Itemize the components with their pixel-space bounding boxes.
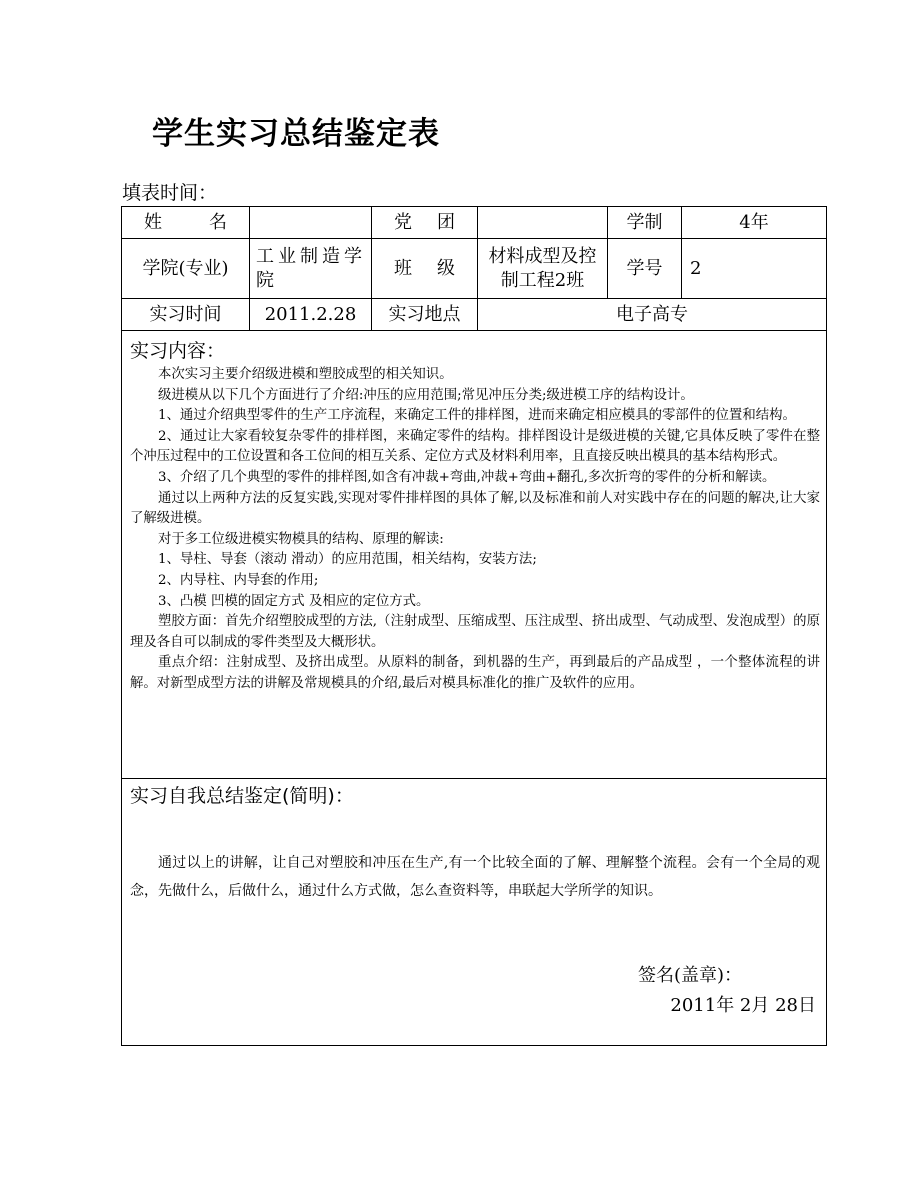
signature-date: 2011年 2月 28日 [670,995,816,1016]
party-label: 党 团 [372,207,478,239]
content-paragraph: 1、通过介绍典型零件的生产工序流程，来确定工件的排样图，进而来确定相应模具的零部件的位置和结构。 [158,408,796,424]
content-paragraph: 1、导柱、导套（滚动 滑动）的应用范围，相关结构，安装方法; [158,552,537,568]
student-no-label: 学号 [608,239,682,299]
appraisal-form [121,206,827,1046]
college-value: 工业制造学院 [250,239,372,299]
content-paragraph: 级进模从以下几个方面进行了介绍:冲压的应用范围;常见冲压分类;级进模工序的结构设计。 [158,387,694,403]
college-label: 学院(专业) [122,239,250,299]
schooling-label: 学制 [608,207,682,239]
content-paragraph: 对于多工位级进模实物模具的结构、原理的解读: [158,531,444,547]
class-value: 材料成型及控制工程2班 [478,239,608,299]
content-paragraph: 3、凸模 凹模的固定方式 及相应的定位方式。 [158,593,430,609]
page-title: 学生实习总结鉴定表 [152,116,440,152]
content-paragraph: 本次实习主要介绍级进模和塑胶成型的相关知识。 [158,367,453,382]
fill-time-label: 填表时间： [122,182,218,204]
internship-time-label: 实习时间 [122,299,250,331]
summary-text: 通过以上的讲解，让自己对塑胶和冲压在生产,有一个比较全面的了解、理解整个流程。会有一个全局的观念，先做什么，后做什么，通过什么方式做，怎么查资料等，串联起大学所学的知识。 [130,855,820,899]
internship-place-value: 电子高专 [478,299,826,331]
content-heading: 实习内容： [130,340,226,362]
internship-time-value: 2011.2.28 [250,299,372,331]
name-value [250,207,372,239]
internship-place-label: 实习地点 [372,299,478,331]
content-paragraph: 3、介绍了几个典型的零件的排样图,如含有冲裁+弯曲,冲裁+弯曲+翻孔,多次折弯的零件的分析和解读。 [158,469,776,485]
content-paragraph: 通过以上两种方法的反复实践,实现对零件排样图的具体了解,以及标准和前人对实践中存在的问题的解决,让大家了解级进模。 [130,490,820,527]
content-paragraph: 重点介绍：注射成型、及挤出成型。从原料的制备，到机器的生产，再到最后的产品成型 ，一个整体流程的讲解。对新型成型方法的讲解及常规模具的介绍,最后对模具标准化的推广及软件的应用。 [130,655,820,691]
class-label: 班 级 [372,239,478,299]
summary-heading: 实习自我总结鉴定(简明)： [130,785,354,807]
student-no-value: 2 [682,239,826,299]
content-paragraph: 2、通过让大家看较复杂零件的排样图，来确定零件的结构。排样图设计是级进模的关键,它具体反映了零件在整个冲压过程中的工位设置和各工位间的相互关系、定位方式及材料利用率，且直接反映出模具的基本结构形式。 [130,428,820,465]
party-value [478,207,608,239]
content-paragraph: 2、内导柱、内导套的作用; [158,572,319,588]
signature-label: 签名(盖章)： [637,965,742,986]
name-label: 姓 名 [122,207,250,239]
schooling-value: 4年 [682,207,826,239]
self-summary-section [122,779,826,1045]
internship-content-section [122,331,826,779]
content-paragraph: 塑胶方面：首先介绍塑胶成型的方法,（注射成型、压缩成型、压注成型、挤出成型、气动成型、发泡成型）的原理及各自可以制成的零件类型及大概形状。 [130,614,820,650]
